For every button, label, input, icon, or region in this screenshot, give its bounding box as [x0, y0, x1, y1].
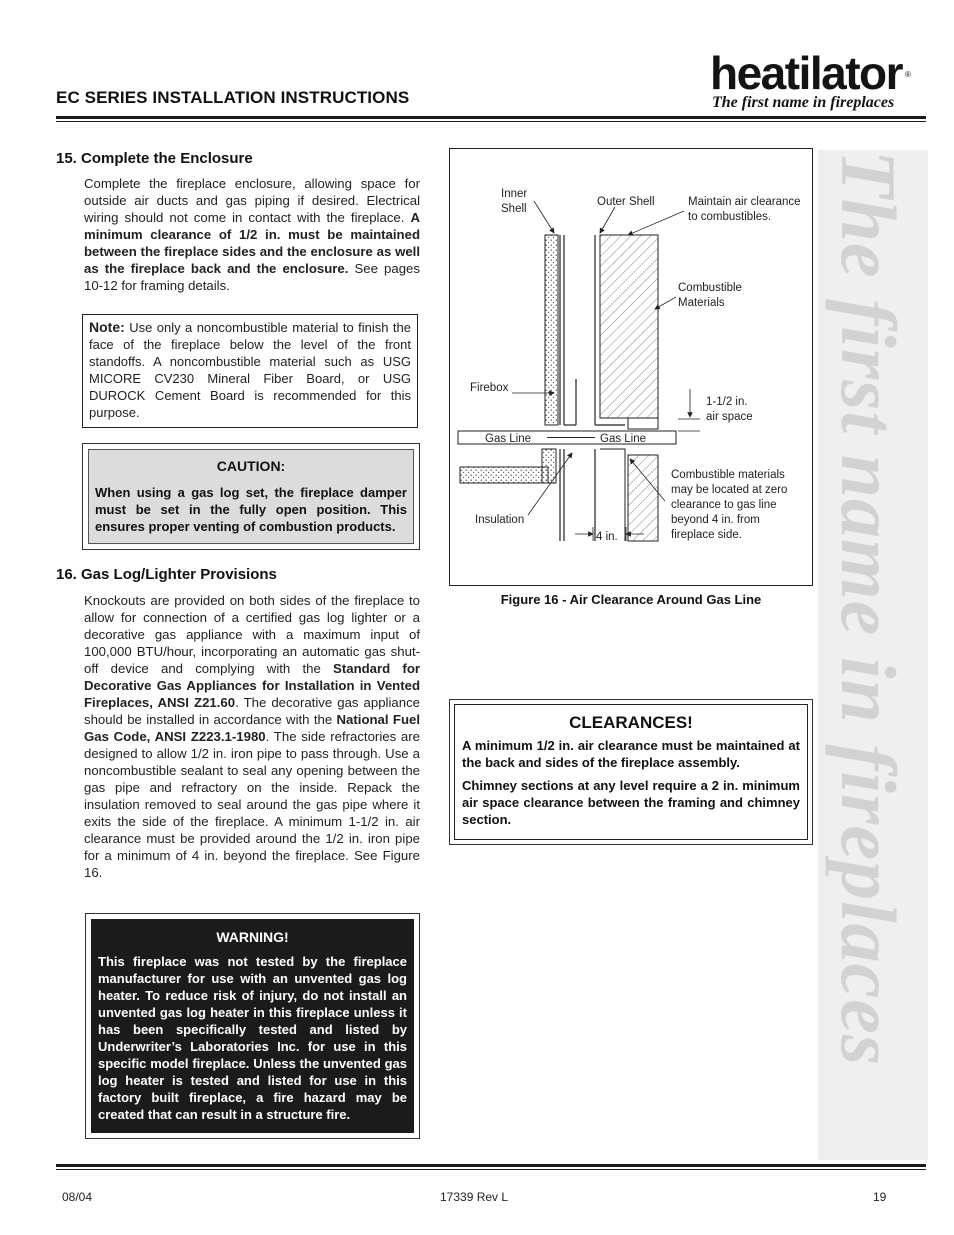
caution-title: CAUTION: — [216, 458, 286, 474]
note-box — [82, 314, 418, 428]
section-15-text-b: See pages 10-12 for framing details. — [84, 261, 420, 293]
clearances-title: CLEARANCES! — [569, 713, 693, 732]
section-16-text-3: . The side refractories are designed to allow 1/2 in. iron pipe to pass through. Use a noncombustible sealant to seal any opening between the gas pipe and refractory on the inside. Repack the insulation removed to seal around the gas pipe where it exits the side of the fireplace. A minimum 1-1/2 in. air clearance must be provided around the 1/2 in. iron pipe for a minimum of 4 in. beyond the fireplace. See Figure 16. — [84, 729, 420, 880]
figure-16-diagram — [450, 149, 811, 584]
label-zero-2: may be located at zero — [671, 484, 788, 496]
figure-16-frame — [449, 148, 813, 586]
section-15-heading: 15. Complete the Enclosure — [56, 150, 253, 167]
label-maintain-2: to combustibles. — [688, 211, 772, 223]
footer-rule-thin — [56, 1169, 926, 1170]
label-outer-shell: Outer Shell — [597, 196, 655, 208]
label-zero-5: fireplace side. — [671, 529, 742, 541]
page-header-title: EC SERIES INSTALLATION INSTRUCTIONS — [56, 88, 410, 107]
caution-text: When using a gas log set, the fireplace damper must be set in the fully open position. This ensures proper venting of combustion products. — [95, 485, 407, 534]
label-combustible-1: Combustible — [678, 282, 742, 294]
warning-title: WARNING! — [216, 929, 289, 945]
label-inner-shell-2: Shell — [501, 203, 527, 215]
footer-date: 08/04 — [62, 1190, 93, 1204]
label-gas-line-left: Gas Line — [485, 433, 532, 445]
footer-rule — [56, 1164, 926, 1167]
section-16-bold-1: Standard for Decorative Gas Appliances for Installation in Vented Fireplaces, ANSI Z21.60 — [84, 661, 421, 710]
warning-panel — [91, 919, 414, 1133]
label-zero-1: Combustible materials — [671, 469, 785, 481]
section-16-text-1: Knockouts are provided on both sides of the fireplace to allow for connection of a certified gas log lighter or a decorative gas appliance with a maximum input of 100,000 BTU/hour, incorporating an automatic gas shut-off device and complying with the — [84, 593, 420, 676]
footer-doc-number: 17339 Rev L — [440, 1190, 509, 1204]
section-15-text-a: Complete the fireplace enclosure, allowing space for outside air ducts and gas piping if desired. Electrical wiring should not come in contact with the fireplace. — [84, 176, 420, 225]
registered-mark: ® — [905, 70, 911, 79]
header-rule-thin — [56, 121, 926, 122]
warning-text: This fireplace was not tested by the fireplace manufacturer for use with an unvented gas log heater. To reduce risk of injury, do not install an unvented gas log heater in this fireplace unless it has been specifically tested and listed by Underwriter’s Laboratories Inc. for use in this specific model fireplace. Unless the unvented gas log heater is tested and listed for use in this factory built fireplace, a fire hazard may be created that can result in a structure fire. — [98, 954, 407, 1122]
header-rule — [56, 116, 926, 119]
label-zero-3: clearance to gas line — [671, 499, 777, 511]
clearances-panel — [454, 704, 808, 840]
label-insulation: Insulation — [475, 514, 525, 526]
heatilator-logo: heatilator — [710, 47, 903, 99]
label-maintain-1: Maintain air clearance — [688, 196, 801, 208]
clearances-text-2: Chimney sections at any level require a 2 in. minimum air space clearance between the framing and chimney section. — [462, 778, 800, 827]
label-firebox: Firebox — [470, 382, 509, 394]
section-16-paragraph — [84, 592, 420, 881]
clearances-box — [449, 699, 813, 845]
label-gas-line-right: Gas Line — [600, 433, 647, 445]
note-text — [89, 319, 411, 421]
caution-panel — [88, 449, 414, 544]
section-16-bold-2: National Fuel Gas Code, ANSI Z223.1-1980 — [84, 712, 421, 744]
watermark-text: The first name in fireplaces — [825, 150, 912, 1067]
label-air-space-1: 1-1/2 in. — [706, 396, 748, 408]
watermark-column — [818, 150, 928, 1160]
upper-combustible — [600, 235, 658, 418]
clearances-text-1: A minimum 1/2 in. air clearance must be maintained at the back and sides of the fireplace assembly. — [462, 738, 800, 770]
section-16-heading: 16. Gas Log/Lighter Provisions — [56, 566, 277, 583]
section-15-paragraph — [84, 175, 420, 294]
note-body: Use only a noncombustible material to finish the face of the fireplace below the level of the front standoffs. A noncombustible material such as USG MICORE CV230 Mineral Fiber Board, or USG DUROCK Cement Board is recommended for this purpose. — [89, 320, 411, 420]
label-four-in: 4 in. — [596, 531, 618, 543]
upper-insulation — [545, 235, 558, 425]
caution-box — [82, 443, 420, 550]
label-inner-shell-1: Inner — [501, 188, 528, 200]
logo-tagline: The first name in fireplaces — [712, 94, 895, 111]
figure-16-caption: Figure 16 - Air Clearance Around Gas Line — [500, 592, 762, 607]
section-16-text-2: . The decorative gas appliance should be installed in accordance with the — [84, 695, 421, 727]
lower-insulation — [460, 467, 548, 483]
warning-box — [85, 913, 420, 1139]
label-zero-4: beyond 4 in. from — [671, 514, 760, 526]
lower-combustible — [628, 455, 658, 541]
label-air-space-2: air space — [706, 411, 753, 423]
footer-page-number: 19 — [873, 1190, 887, 1204]
label-combustible-2: Materials — [678, 297, 725, 309]
section-15-text-bold: A minimum clearance of 1/2 in. must be maintained between the fireplace sides and the enclosure as well as the fireplace back and the enclosure. — [84, 210, 420, 276]
note-label: Note: — [89, 319, 125, 335]
